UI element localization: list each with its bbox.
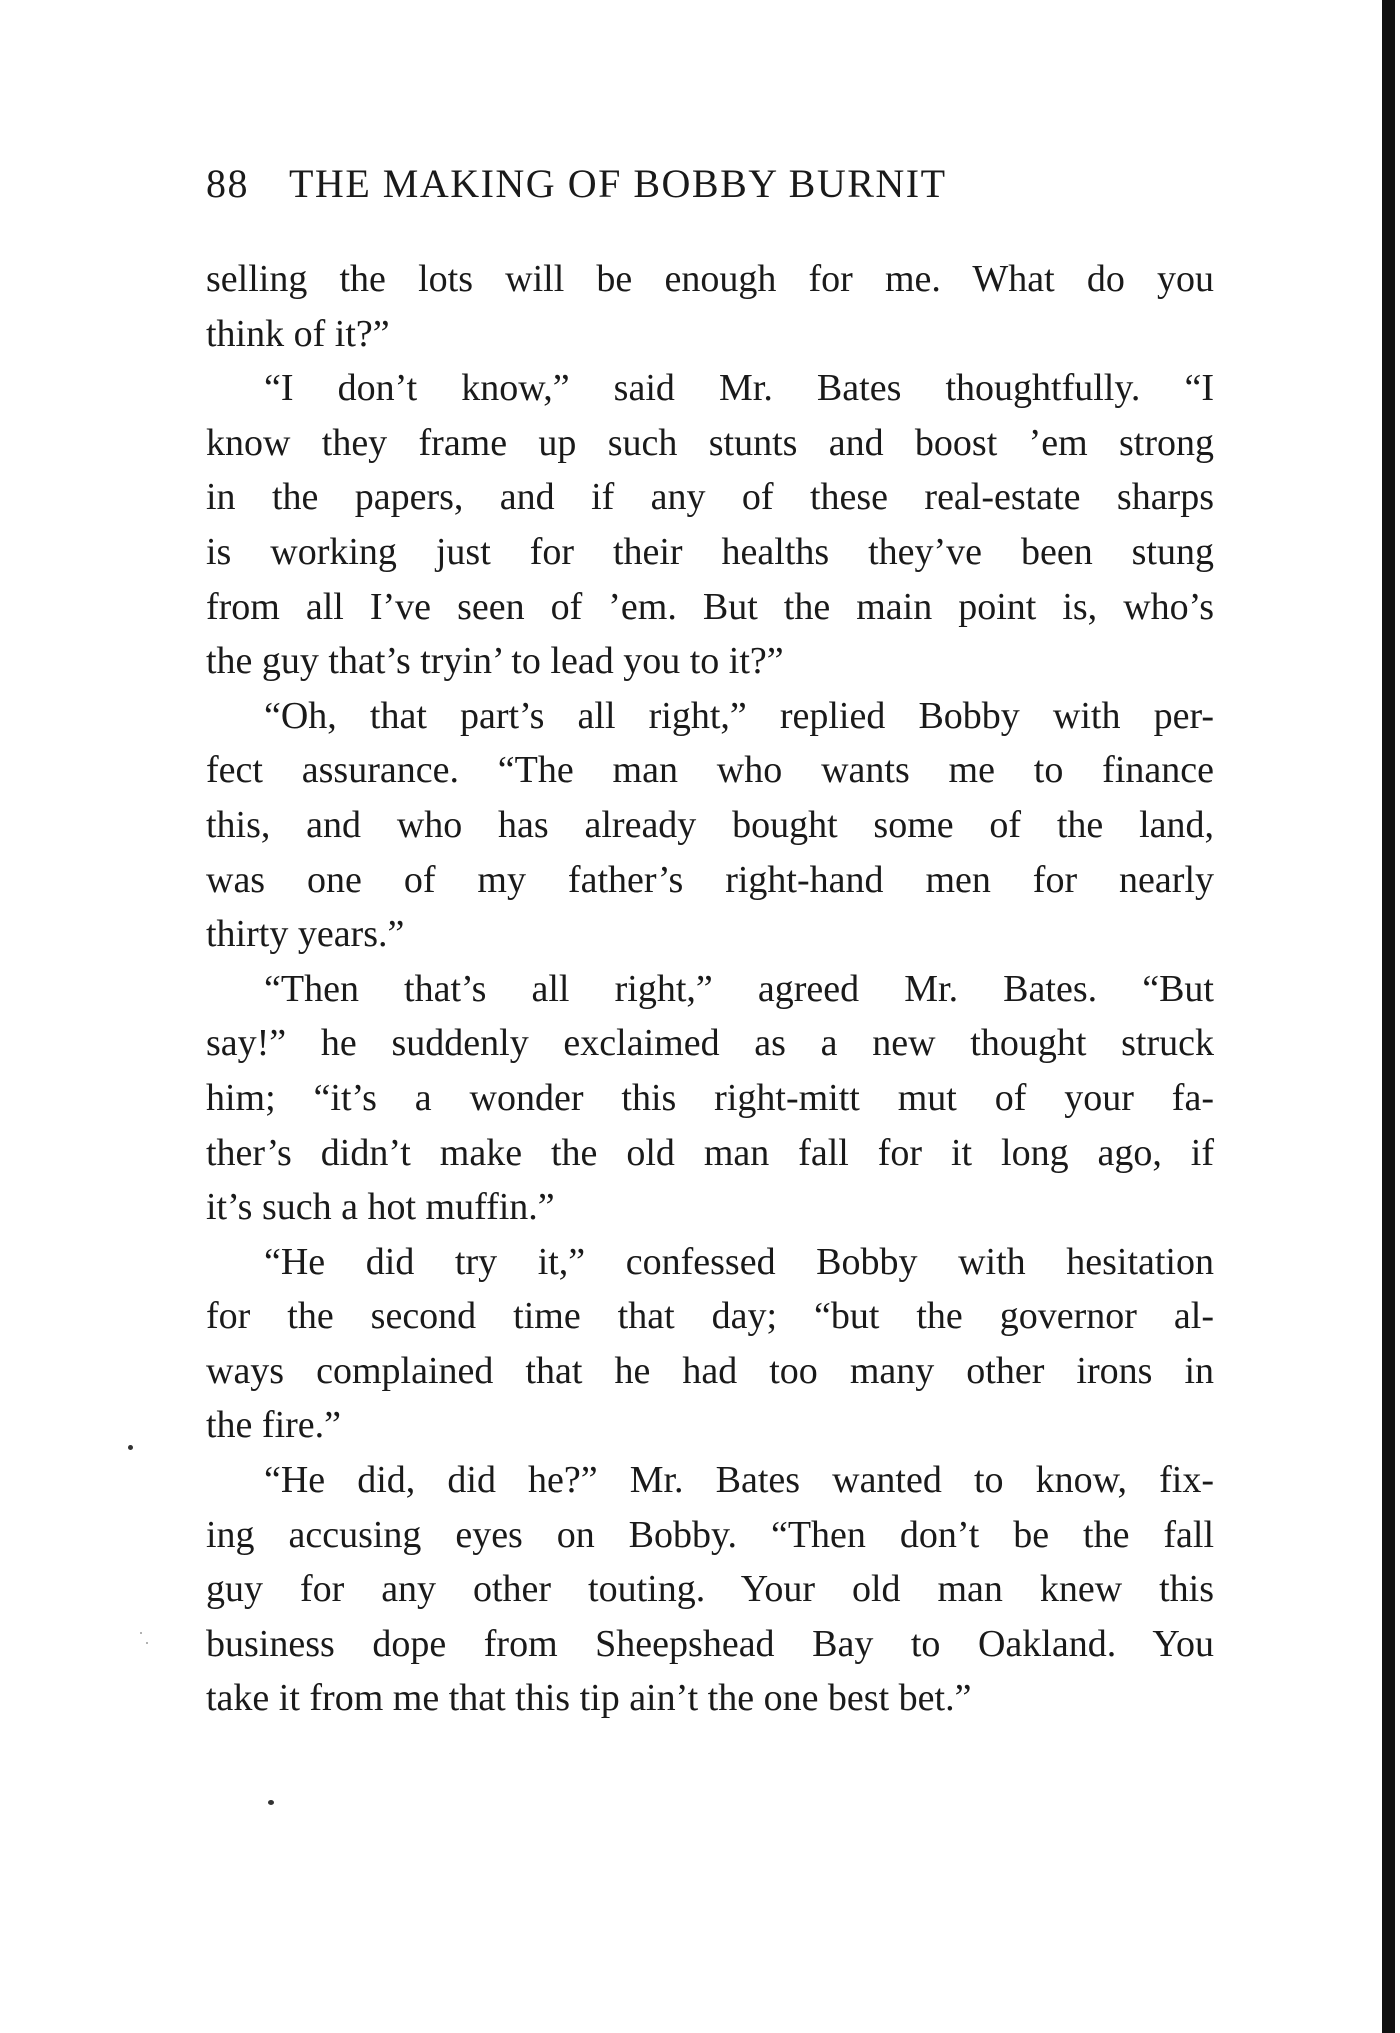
scan-speck <box>128 1445 133 1450</box>
text-line: business dope from Sheepshead Bay to Oakland. You <box>206 1622 1214 1665</box>
scan-speck <box>268 1800 274 1805</box>
text-line: guy for any other touting. Your old man knew this <box>206 1568 1214 1611</box>
text-line: it’s such a hot muffin.” <box>206 1186 555 1229</box>
text-line: fect assurance. “The man who wants me to finance <box>206 749 1214 792</box>
text-line: ways complained that he had too many other irons in <box>206 1349 1214 1392</box>
book-title: THE MAKING OF BOBBY BURNIT <box>289 161 947 206</box>
text-line: in the papers, and if any of these real-estate sharps <box>206 476 1214 519</box>
text-line: the fire.” <box>206 1404 342 1447</box>
text-line: thirty years.” <box>206 913 405 956</box>
running-head <box>206 160 1206 212</box>
text-line: “Then that’s all right,” agreed Mr. Bates. “But <box>264 967 1214 1010</box>
text-line: take it from me that this tip ain’t the one best bet.” <box>206 1677 972 1720</box>
text-line: is working just for their healths they’ve been stung <box>206 530 1214 573</box>
text-line: ther’s didn’t make the old man fall for it long ago, if <box>206 1131 1214 1174</box>
text-line: “He did try it,” confessed Bobby with hesitation <box>264 1240 1214 1283</box>
text-line: from all I’ve seen of ’em. But the main point is, who’s <box>206 585 1214 628</box>
text-line: “Oh, that part’s all right,” replied Bobby with per- <box>264 694 1214 737</box>
page-number: 88 <box>206 161 249 206</box>
page-body <box>206 252 1214 1726</box>
text-line: “I don’t know,” said Mr. Bates thoughtfully. “I <box>264 367 1214 410</box>
text-line: this, and who has already bought some of the land, <box>206 803 1214 846</box>
text-line: ing accusing eyes on Bobby. “Then don’t be the fall <box>206 1513 1214 1556</box>
scan-edge-shadow <box>1382 0 1395 2033</box>
text-line: say!” he suddenly exclaimed as a new thought struck <box>206 1022 1214 1065</box>
text-line: the guy that’s tryin’ to lead you to it?” <box>206 640 784 683</box>
text-line: him; “it’s a wonder this right-mitt mut of your fa- <box>206 1076 1214 1119</box>
scan-speck <box>140 1632 142 1634</box>
text-line: know they frame up such stunts and boost ’em strong <box>206 421 1214 464</box>
text-line: was one of my father’s right-hand men for nearly <box>206 858 1214 901</box>
text-line: “He did, did he?” Mr. Bates wanted to know, fix- <box>264 1459 1214 1502</box>
text-line: think of it?” <box>206 312 390 355</box>
text-line: for the second time that day; “but the governor al- <box>206 1295 1214 1338</box>
scan-speck <box>146 1642 148 1644</box>
text-line: selling the lots will be enough for me. What do you <box>206 258 1214 300</box>
